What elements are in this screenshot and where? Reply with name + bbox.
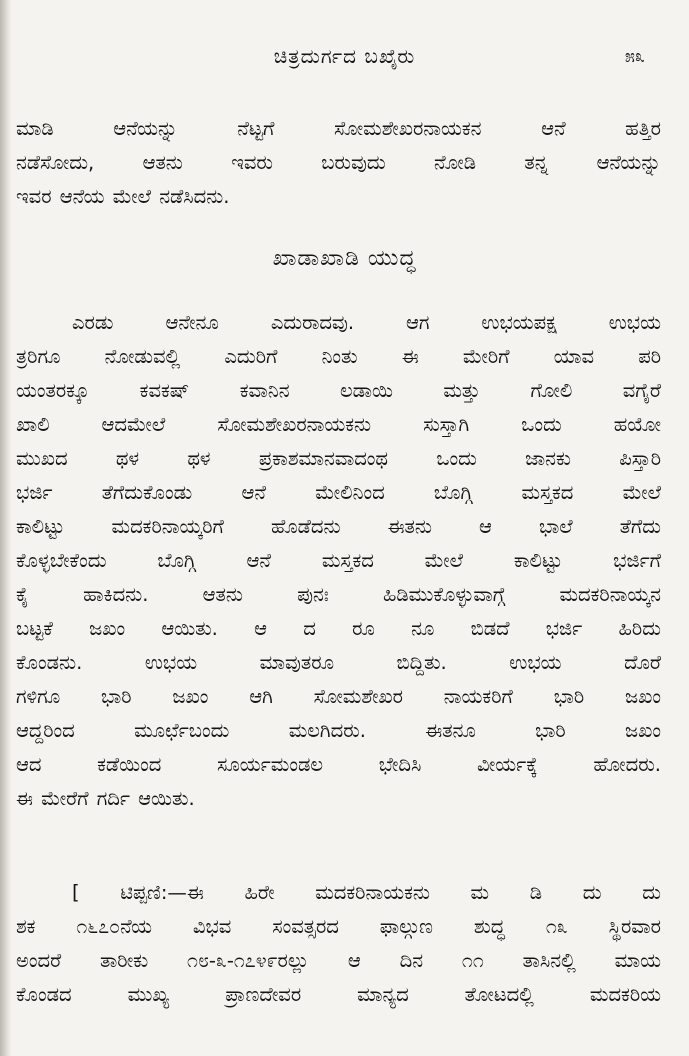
page-edge-shadow: [0, 0, 12, 1056]
text-line: ಅಂದರೆ ತಾರೀಕು ೧೮-೩-೧೭೪೯ರಲ್ಲು ಆ ದಿನ ೧೧ ತಾಸಿನಲ್ಲಿ ಮಾಯ: [16, 949, 661, 972]
text-line: ಭರ್ಜಿ ತೆಗೆದುಕೊಂಡು ಆನೆ ಮೇಲಿನಿಂದ ಬೊಗ್ಗಿ ಮಸ್ತಕದ ಮೇಲೆ: [16, 481, 661, 504]
text-line: ಕೊಂಡನು. ಉಭಯ ಮಾವುತರೂ ಬಿದ್ದಿತು. ಉಭಯ ದೊರೆ: [16, 651, 661, 674]
text-line: ಆದ ಕಡೆಯಿಂದ ಸೂರ್ಯಮಂಡಲ ಭೇದಿಸಿ ವೀರ್ಯಕ್ಕೆ ಹೋದರು.: [16, 753, 661, 776]
text-line: ಖಾಲಿ ಆದಮೇಲೆ ಸೋಮಶೇಖರನಾಯಕನು ಸುಸ್ತಾಗಿ ಒಂದು ಹಯೋ: [16, 413, 661, 436]
text-line: [ ಟಿಪ್ಪಣಿ:—ಈ ಹಿರೇ ಮದಕರಿನಾಯಕನು ಮ ಡಿ ದು ದು: [72, 881, 661, 904]
footnote-paragraph: [16, 876, 661, 1012]
text-line: ಆದ್ದರಿಂದ ಮೂರ್ಛೆಬಂದು ಮಲಗಿದರು. ಈತನೂ ಭಾರಿ ಜಖಂ: [16, 719, 661, 742]
text-line: ಕೊಳ್ಳಬೇಕೆಂದು ಬೊಗ್ಗಿ ಆನೆ ಮಸ್ತಕದ ಮೇಲೆ ಕಾಲಿಟ್ಟು ಭರ್ಜಿಗೆ: [16, 549, 661, 572]
text-line: ಈ ಮೇರೆಗೆ ಗರ್ದಿ ಆಯಿತು.: [16, 787, 195, 810]
text-line: ಗಳಿಗೂ ಭಾರಿ ಜಖಂ ಆಗಿ ಸೋಮಶೇಖರ ನಾಯಕರಿಗೆ ಭಾರಿ ಜಖಂ: [16, 685, 661, 708]
page-header: [0, 40, 689, 80]
text-line: ಶಕ ೧೬೭೦ನೆಯ ವಿಭವ ಸಂವತ್ಸರದ ಫಾಲ್ಗುಣ ಶುದ್ಧ ೧೩ ಸ್ಥಿರವಾರ: [16, 915, 661, 938]
text-line: ಕಾಲಿಟ್ಟು ಮದಕರಿನಾಯ್ಕರಿಗೆ ಹೊಡೆದನು ಈತನು ಆ ಭಾಲೆ ತೆಗೆದು: [16, 515, 661, 538]
text-line: ಎರಡು ಆನೇನೂ ಎದುರಾದವು. ಆಗ ಉಭಯಪಕ್ಷ ಉಭಯ: [72, 311, 661, 334]
text-line: ನಡೆಸೋದು, ಆತನು ಇವರು ಬರುವುದು ನೋಡಿ ತನ್ನ ಆನೆಯನ್ನು: [16, 151, 661, 174]
paragraph-2: [16, 306, 661, 816]
section-heading: ಖಾಡಾಖಾಡಿ ಯುದ್ಧ: [272, 246, 417, 271]
running-title: ಚಿತ್ರದುರ್ಗದ ಬಖೈರು: [273, 44, 416, 68]
page-number: ೫೩: [624, 46, 645, 67]
text-line: ಬಟ್ಟಕೆ ಜಖಂ ಆಯಿತು. ಆ ದ ರೂ ನೂ ಬಿಡದೆ ಭರ್ಜಿ ಹಿರಿದು: [16, 617, 661, 640]
paragraph-1: [16, 112, 661, 214]
text-line: ಇವರ ಆನೆಯ ಮೇಲೆ ನಡೆಸಿದನು.: [16, 185, 230, 208]
text-line: ಯಂತರಕ್ಕೂ ಕವಕಷ್ ಕವಾನಿನ ಲಡಾಯಿ ಮತ್ತು ಗೋಲಿ ವಗೈರೆ: [16, 379, 661, 402]
text-line: ಕೈ ಹಾಕಿದನು. ಆತನು ಪುನಃ ಹಿಡಿಮುಕೊಳ್ಳುವಾಗ್ಗೆ ಮದಕರಿನಾಯ್ಕನ: [16, 583, 661, 606]
text-line: ತ್ರರಿಗೂ ನೋಡುವಲ್ಲಿ ಎದುರಿಗೆ ನಿಂತು ಈ ಮೇರಿಗೆ ಯಾವ ಪರಿ: [16, 345, 661, 368]
text-line: ಮಾಡಿ ಆನೆಯನ್ನು ನೆಟ್ಟಗೆ ಸೋಮಶೇಖರನಾಯಕನ ಆನೆ ಹತ್ತಿರ: [16, 117, 661, 140]
text-line: ಕೊಂಡದ ಮುಖ್ಯ ಪ್ರಾಣದೇವರ ಮಾನ್ಯದ ತೋಟದಲ್ಲಿ ಮದಕರಿಯ: [16, 983, 661, 1006]
text-line: ಮುಖದ ಥಳ ಥಳ ಪ್ರಕಾಶಮಾನವಾದಂಥ ಒಂದು ಜಾನಕು ಪಿಸ್ತಾರಿ: [16, 447, 661, 470]
